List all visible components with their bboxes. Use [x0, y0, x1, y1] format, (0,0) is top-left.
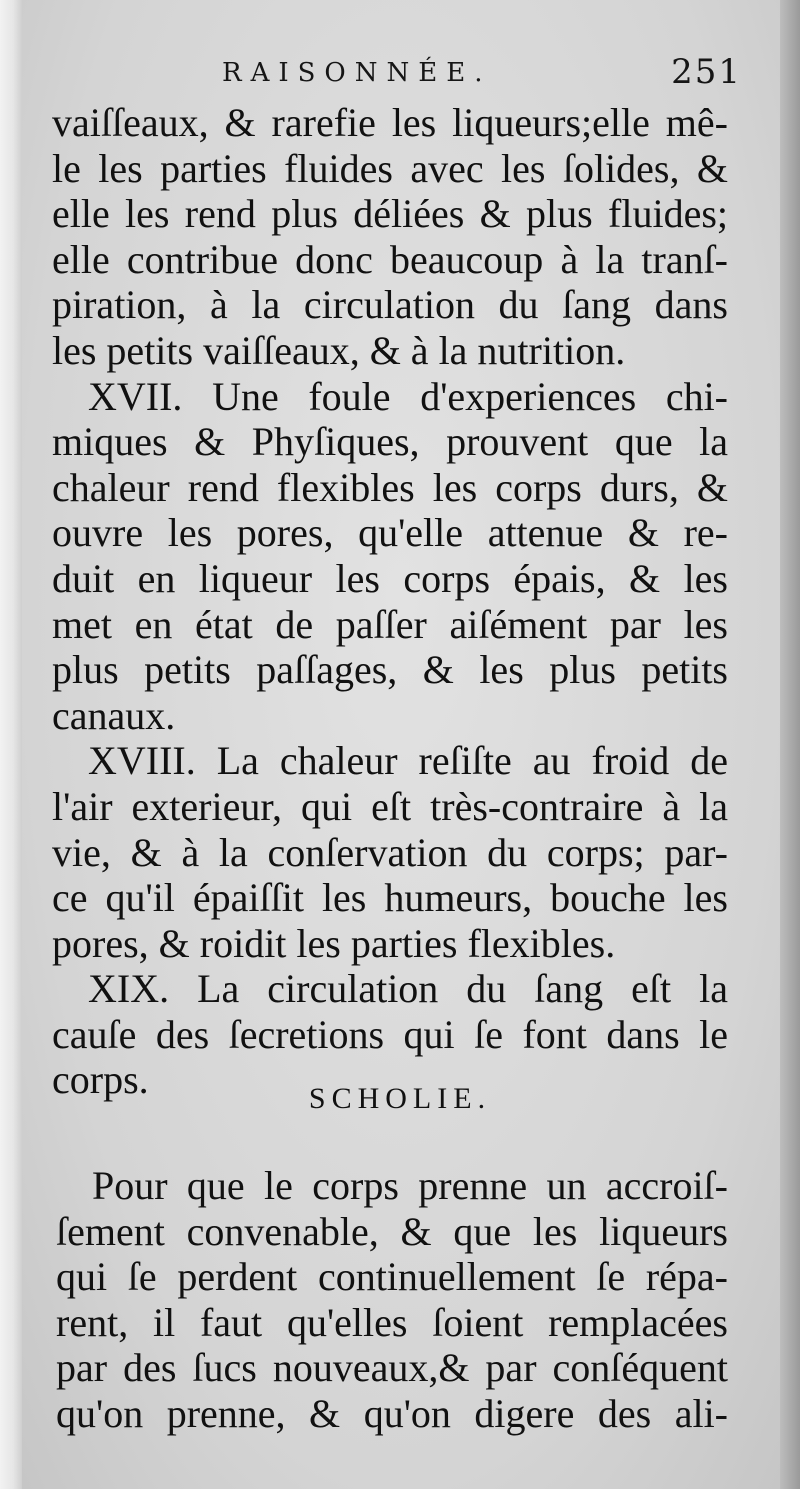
text-line: qui ſe perdent continuellement ſe répa- [56, 1254, 728, 1300]
text-line: qu'on prenne, & qu'on digere des ali- [56, 1390, 728, 1436]
text-line: par des ſucs nouveaux,& par conſéquent [56, 1345, 728, 1391]
text-line: ſement convenable, & que les liqueurs [56, 1208, 728, 1254]
main-text-block [52, 100, 728, 1103]
text-line: miques & Phyſiques, prouvent que la [52, 419, 728, 465]
text-line: chaleur rend flexibles les corps durs, & [52, 464, 728, 510]
article-xix-line: XIX. La circulation du ſang eſt la [88, 966, 728, 1012]
text-line: Pour que le corps prenne un accroiſ- [92, 1163, 728, 1208]
scholie-text-block [56, 1163, 728, 1437]
text-line: vaiſſeaux, & rarefie les liqueurs;elle mê- [52, 100, 728, 145]
text-line: piration, à la circulation du ſang dans [52, 282, 728, 328]
text-line: les petits vaiſſeaux, & à la nutrition. [52, 327, 626, 373]
article-xviii-line: XVIII. La chaleur reſiſte au froid de [88, 738, 728, 784]
text-line: elle contribue donc beaucoup à la tranſ- [52, 236, 728, 282]
text-line: ouvre les pores, qu'elle attenue & re- [52, 510, 728, 556]
text-line: l'air exterieur, qui eſt très-contraire à la [52, 783, 728, 829]
text-line: canaux. [52, 692, 176, 738]
text-line: ce qu'il épaiſſit les humeurs, bouche les [52, 875, 728, 921]
text-line: elle les rend plus déliées & plus fluides; [52, 191, 728, 237]
text-line: pores, & roidit les parties flexibles. [52, 920, 616, 966]
running-head: RAISONNÉE. [222, 58, 492, 88]
text-line: duit en liqueur les corps épais, & les [52, 555, 728, 601]
text-line: cauſe des ſecretions qui ſe font dans le [52, 1011, 728, 1057]
text-line: le les parties fluides avec les ſolides, & [52, 145, 728, 191]
text-line: vie, & à la conſervation du corps; par- [52, 829, 728, 875]
scholie-heading: SCHOLIE. [308, 1082, 492, 1115]
page-header [222, 52, 742, 102]
text-line: plus petits paſſages, & les plus petits [52, 647, 728, 693]
text-line: met en état de paſſer aiſément par les [52, 601, 728, 647]
page-left-margin [0, 0, 22, 1489]
page-right-shadow [780, 0, 800, 1489]
text-line: corps. [52, 1057, 149, 1103]
article-xvii-line: XVII. Une foule d'experiences chi- [88, 373, 728, 419]
text-line: rent, il faut qu'elles ſoient remplacées [56, 1299, 728, 1345]
page-number: 251 [671, 52, 742, 92]
